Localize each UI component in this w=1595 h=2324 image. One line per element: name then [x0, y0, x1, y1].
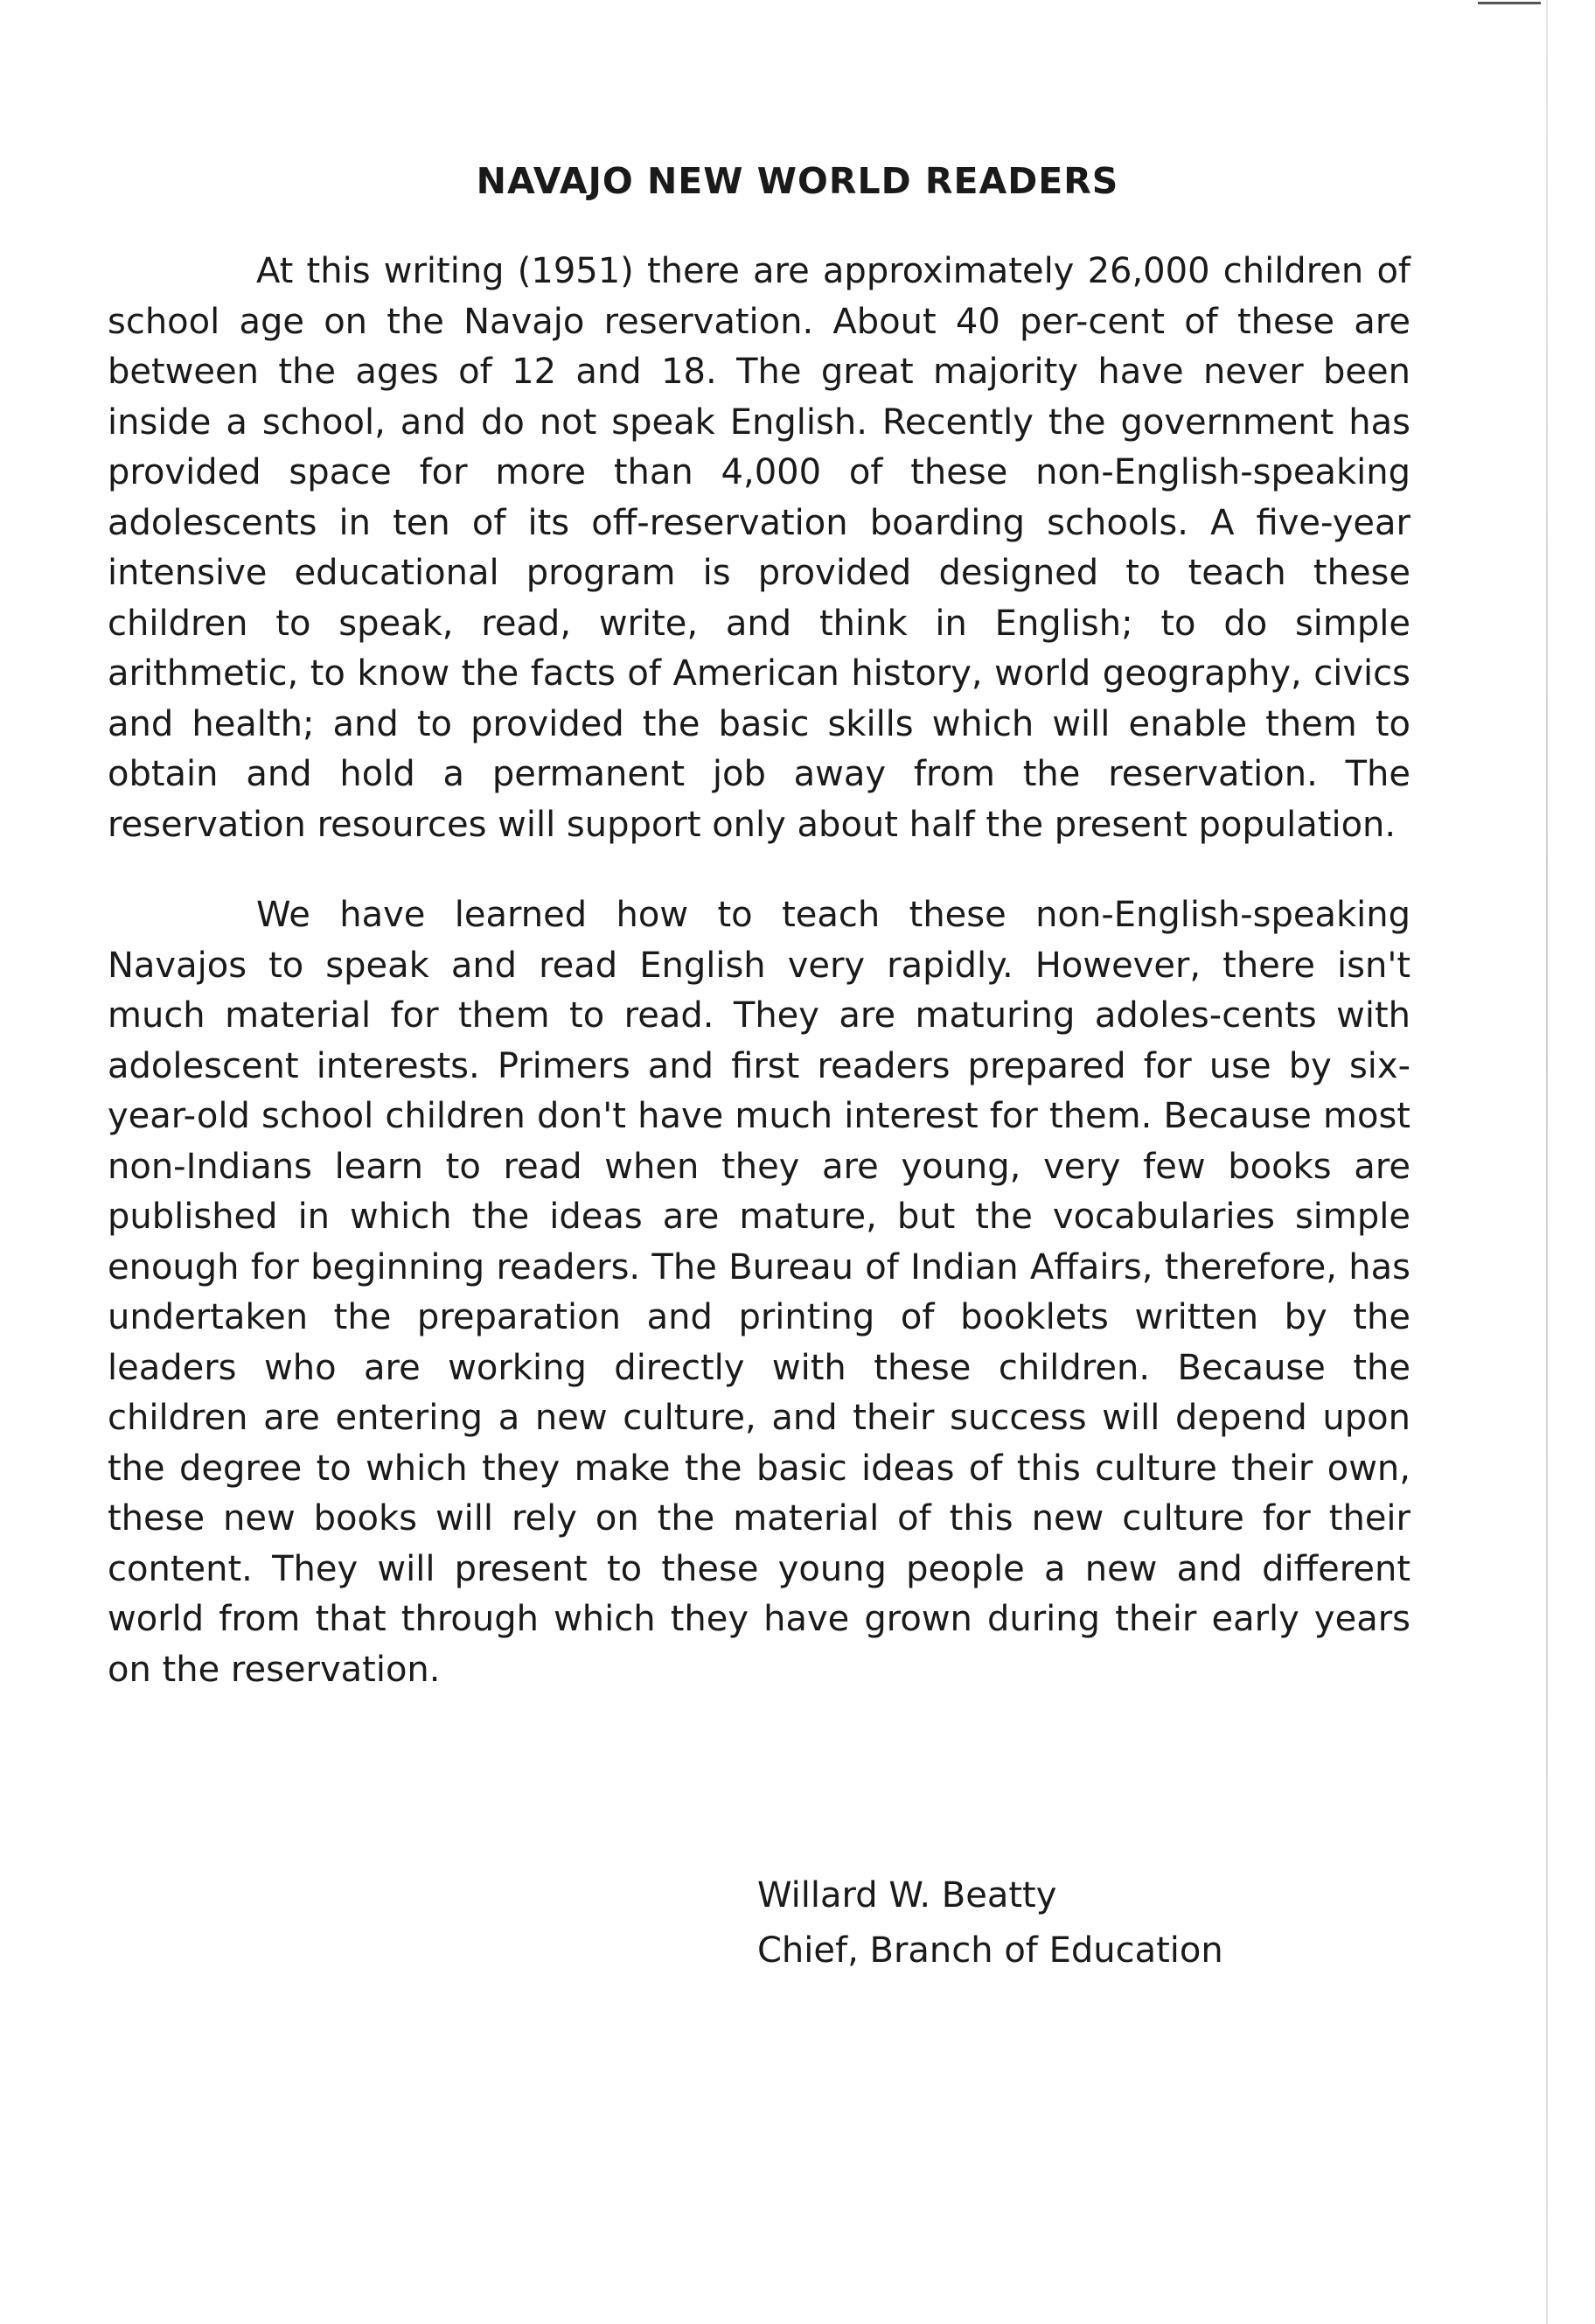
document-body	[108, 247, 1410, 1695]
signature-position: Chief, Branch of Education	[757, 1930, 1223, 1971]
signature-name: Willard W. Beatty	[757, 1875, 1057, 1916]
scan-page-edge	[1546, 0, 1548, 2324]
scan-corner-mark	[1478, 2, 1541, 4]
paragraph-2: We have learned how to teach these non-English-speaking Navajos to speak and read English very rapidly. However, there isn't much material for them to read. They are maturing adoles-cents with adolescent interests. Primers and first readers prepared for use by six-year-old school children don't have much interest for them. Because most non-Indians learn to read when they are young, very few books are published in which the ideas are mature, but the vocabularies simple enough for beginning readers. The Bureau of Indian Affairs, therefore, has undertaken the preparation and printing of booklets written by the leaders who are working directly with these children. Because the children are entering a new culture, and their success will depend upon the degree to which they make the basic ideas of this culture their own, these new books will rely on the material of this new culture for their content. They will present to these young people a new and different world from that through which they have grown during their early years on the reservation.	[108, 895, 1410, 1690]
document-title: NAVAJO NEW WORLD READERS	[476, 160, 1119, 202]
signature-block	[757, 1868, 1223, 1979]
paragraph-1: At this writing (1951) there are approximately 26,000 children of school age on the Navajo reservation. About 40 per-cent of these are between the ages of 12 and 18. The great majority have never been inside a school, and do not speak English. Recently the government has provided space for more than 4,000 of these non-English-speaking adolescents in ten of its off-reservation boarding schools. A five-year intensive educational program is provided designed to teach these children to speak, read, write, and think in English; to do simple arithmetic, to know the facts of American history, world geography, civics and health; and to provided the basic skills which will enable them to obtain and hold a permanent job away from the reservation. The reservation resources will support only about half the present population.	[108, 251, 1410, 845]
